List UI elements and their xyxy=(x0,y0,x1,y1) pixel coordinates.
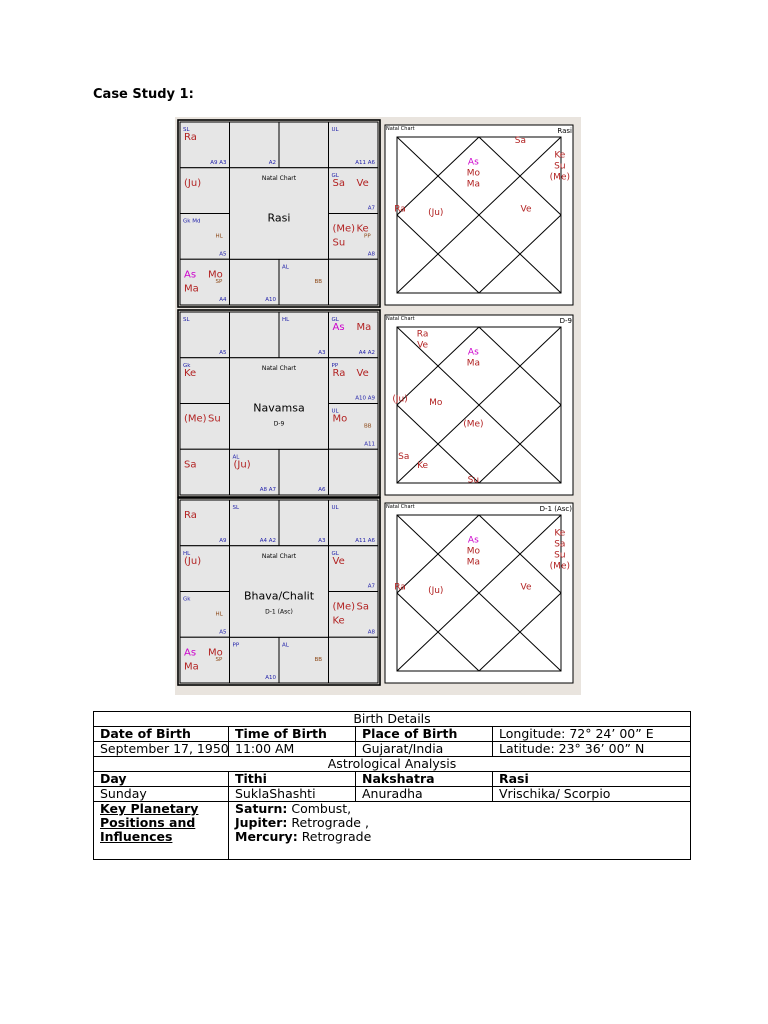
house-tag-label: SL xyxy=(183,317,190,323)
chart-corner-label: D-1 (Asc) xyxy=(539,505,572,513)
south-chart-1 xyxy=(178,120,380,307)
planet-label: Ve xyxy=(520,582,532,593)
influence-saturn xyxy=(235,802,684,816)
house-tag-label: A8 A7 xyxy=(259,487,276,493)
house-tag-label: UL xyxy=(331,408,339,415)
col-day: Day xyxy=(94,772,229,787)
house-tag-label: A7 xyxy=(367,583,375,590)
planet-label: (Me) xyxy=(332,223,356,235)
planet-label: (Ju) xyxy=(184,555,202,567)
house-tag-label: AL xyxy=(282,264,289,271)
house-tag-label: BB xyxy=(364,423,372,430)
house-tag-label: A7 xyxy=(367,205,375,212)
planet-label: Ma xyxy=(466,557,481,568)
influences-cell xyxy=(229,802,691,860)
house-cell xyxy=(329,259,379,305)
house-tag-label: SL xyxy=(232,505,240,511)
chart-name: Bhava/Chalit xyxy=(243,589,315,603)
chart-title: Natal Chart xyxy=(261,174,297,182)
chart-name: Navamsa xyxy=(253,401,305,415)
house-tag-label: A9 xyxy=(219,537,227,544)
house-tag-label: A11 A6 xyxy=(355,159,375,166)
house-tag-label: A4 xyxy=(219,297,227,303)
house-tag-label: HL xyxy=(282,317,290,323)
house-tag-label: A4 A2 xyxy=(259,537,276,544)
chart-title: Natal Chart xyxy=(386,316,415,322)
house-tag-label: A3 xyxy=(318,349,326,356)
planet-label: Mo xyxy=(429,398,443,408)
planet-label: Ve xyxy=(356,177,369,189)
influence-planet: Jupiter: xyxy=(235,815,288,830)
astrological-analysis-header: Astrological Analysis xyxy=(94,757,691,772)
house-cell xyxy=(180,449,230,495)
planet-label: Mo xyxy=(332,413,348,425)
house-cell xyxy=(230,312,280,358)
house-tag-label: SP xyxy=(215,657,223,664)
chart-panel xyxy=(175,117,581,695)
place-of-birth-value: Gujarat/India xyxy=(356,742,493,757)
house-tag-label: A4 A2 xyxy=(358,349,375,356)
house-tag-label: Gk xyxy=(183,362,191,369)
planet-label: Ke xyxy=(554,528,566,539)
planet-label: (Me) xyxy=(463,419,484,430)
house-tag-label: SP xyxy=(215,279,223,286)
date-of-birth-value: September 17, 1950 xyxy=(94,742,229,757)
chart-title: Natal Chart xyxy=(261,552,297,560)
planet-label: As xyxy=(467,535,479,546)
house-tag-label: UL xyxy=(331,127,339,133)
house-tag-label: PP xyxy=(232,642,240,649)
col-rasi: Rasi xyxy=(493,772,691,787)
house-tag-label: A5 xyxy=(219,251,227,258)
house-tag-label: A3 xyxy=(318,537,326,544)
house-tag-label: SL xyxy=(183,127,190,133)
planet-label: Ma xyxy=(466,179,481,190)
house-tag-label: A8 xyxy=(367,629,375,636)
house-tag-label: HL xyxy=(215,611,223,618)
birth-details-header: Birth Details xyxy=(94,712,691,727)
influence-note: Combust, xyxy=(291,801,352,816)
south-chart-3 xyxy=(178,498,380,685)
chart-name: Rasi xyxy=(267,211,291,225)
page-heading: Case Study 1: xyxy=(93,87,194,102)
tithi-value: SuklaShashti xyxy=(229,787,356,802)
planet-label: Ve xyxy=(417,340,429,351)
chart-subtitle: D-1 (Asc) xyxy=(265,608,293,616)
house-tag-label: A5 xyxy=(219,629,227,636)
chart-corner-label: Rasi xyxy=(557,127,572,135)
planet-label: As xyxy=(184,647,197,659)
planet-label: Ra xyxy=(394,582,406,593)
house-tag-label: GL xyxy=(331,317,339,323)
house-tag-label: A10 xyxy=(265,675,276,681)
influence-mercury xyxy=(235,830,684,844)
planet-label: Ve xyxy=(520,204,532,215)
planet-label: Ra xyxy=(184,132,197,143)
planet-label: (Me) xyxy=(549,172,571,183)
influence-planet: Saturn: xyxy=(235,801,288,816)
planet-label: (Ju) xyxy=(428,208,444,218)
planet-label: (Ju) xyxy=(428,586,444,596)
col-place-of-birth: Place of Birth xyxy=(356,727,493,742)
planet-label: Sa xyxy=(184,459,197,471)
house-tag-label: A11 xyxy=(364,441,375,448)
north-chart-3 xyxy=(385,503,573,683)
time-of-birth-value: 11:00 AM xyxy=(229,742,356,757)
planet-label: (Ju) xyxy=(184,177,202,189)
house-tag-label: BB xyxy=(314,657,323,664)
planet-label: (Me) xyxy=(332,601,356,613)
north-chart-1 xyxy=(385,125,573,305)
house-tag-label: A10 xyxy=(265,297,276,303)
planet-label: Ra xyxy=(394,204,406,215)
col-nakshatra: Nakshatra xyxy=(356,772,493,787)
col-tithi: Tithi xyxy=(229,772,356,787)
chart-title: Natal Chart xyxy=(386,126,415,132)
col-time-of-birth: Time of Birth xyxy=(229,727,356,742)
influence-planet: Mercury: xyxy=(235,829,298,844)
planet-label: Su xyxy=(554,550,566,561)
planet-label: Sa xyxy=(356,601,369,613)
planet-label: Ma xyxy=(184,283,199,295)
planet-label: Ve xyxy=(356,367,369,379)
house-tag-label: A8 xyxy=(367,251,375,258)
house-tag-label: PP xyxy=(331,362,339,369)
influence-jupiter xyxy=(235,816,684,830)
planet-label: As xyxy=(184,269,197,281)
planet-label: Sa xyxy=(332,177,345,189)
chart-title: Natal Chart xyxy=(386,504,415,510)
planet-label: Ke xyxy=(417,461,429,471)
planet-label: (Ju) xyxy=(392,394,408,405)
day-value: Sunday xyxy=(94,787,229,802)
house-tag-label: A6 xyxy=(318,487,326,493)
planet-label: Sa xyxy=(514,136,526,146)
planet-label: (Me) xyxy=(549,561,571,572)
rasi-value: Vrischika/ Scorpio xyxy=(493,787,691,802)
planet-label: Mo xyxy=(466,168,481,179)
house-tag-label: A9 A3 xyxy=(210,159,227,166)
planet-label: Ke xyxy=(184,367,197,379)
chart-corner-label: D-9 xyxy=(559,317,572,325)
planet-label: Su xyxy=(332,237,346,249)
north-chart-2 xyxy=(385,315,573,495)
birth-details-table xyxy=(93,711,691,860)
house-tag-label: A5 xyxy=(219,349,227,356)
house-cell xyxy=(329,637,379,683)
house-tag-label: AL xyxy=(232,454,240,461)
house-tag-label: AL xyxy=(282,642,289,649)
planet-label: As xyxy=(332,322,345,333)
planet-label: As xyxy=(467,157,479,168)
planet-label: Ke xyxy=(332,615,345,627)
latitude-value: Latitude: 23° 36’ 00” N xyxy=(493,742,691,757)
house-cell xyxy=(329,449,379,495)
col-date-of-birth: Date of Birth xyxy=(94,727,229,742)
planet-label: Ra xyxy=(332,367,346,379)
planet-label: Ma xyxy=(184,661,199,673)
planet-label: Su xyxy=(208,413,221,425)
house-tag-label: GL xyxy=(331,172,339,179)
house-tag-label: A11 A6 xyxy=(355,537,375,544)
house-tag-label: A10 A9 xyxy=(355,395,375,402)
influence-note: Retrograde , xyxy=(291,815,369,830)
longitude-value: Longitude: 72° 24’ 00” E xyxy=(493,727,691,742)
planet-label: Ra xyxy=(184,510,197,521)
chart-subtitle: D-9 xyxy=(273,420,285,428)
house-tag-label: HL xyxy=(215,233,223,240)
house-cell xyxy=(180,404,230,450)
house-tag-label: A2 xyxy=(268,159,276,166)
planet-label: Mo xyxy=(466,546,481,557)
planet-label: As xyxy=(467,347,479,358)
planet-label: Sa xyxy=(554,539,566,550)
house-tag-label: Gk Md xyxy=(183,218,201,225)
planet-label: Ra xyxy=(416,329,429,340)
planet-label: Su xyxy=(467,475,480,486)
nakshatra-value: Anuradha xyxy=(356,787,493,802)
planet-label: Ma xyxy=(466,358,481,369)
planet-label: Sa xyxy=(398,452,410,462)
key-planetary-label: Key Planetary Positions and Influences xyxy=(94,802,229,860)
planet-label: Ke xyxy=(554,150,566,161)
house-cell xyxy=(180,168,230,214)
planet-label: (Ju) xyxy=(233,459,251,471)
planet-label: Su xyxy=(554,161,566,172)
house-tag-label: GL xyxy=(331,550,339,557)
house-tag-label: Gk xyxy=(183,596,191,603)
house-tag-label: PP xyxy=(364,233,371,240)
house-tag-label: BB xyxy=(314,279,323,286)
planet-label: Ma xyxy=(356,322,372,333)
house-tag-label: UL xyxy=(331,505,339,511)
planet-label: Mo xyxy=(208,647,223,659)
chart-title: Natal Chart xyxy=(261,364,297,372)
house-tag-label: HL xyxy=(183,550,191,557)
influence-note: Retrograde xyxy=(301,829,372,844)
charts-svg xyxy=(175,117,581,695)
planet-label: Mo xyxy=(208,269,223,281)
planet-label: Ke xyxy=(356,223,369,235)
south-chart-2 xyxy=(178,310,380,497)
planet-label: Ve xyxy=(332,555,345,567)
planet-label: (Me) xyxy=(184,413,207,425)
house-cell xyxy=(279,122,329,168)
